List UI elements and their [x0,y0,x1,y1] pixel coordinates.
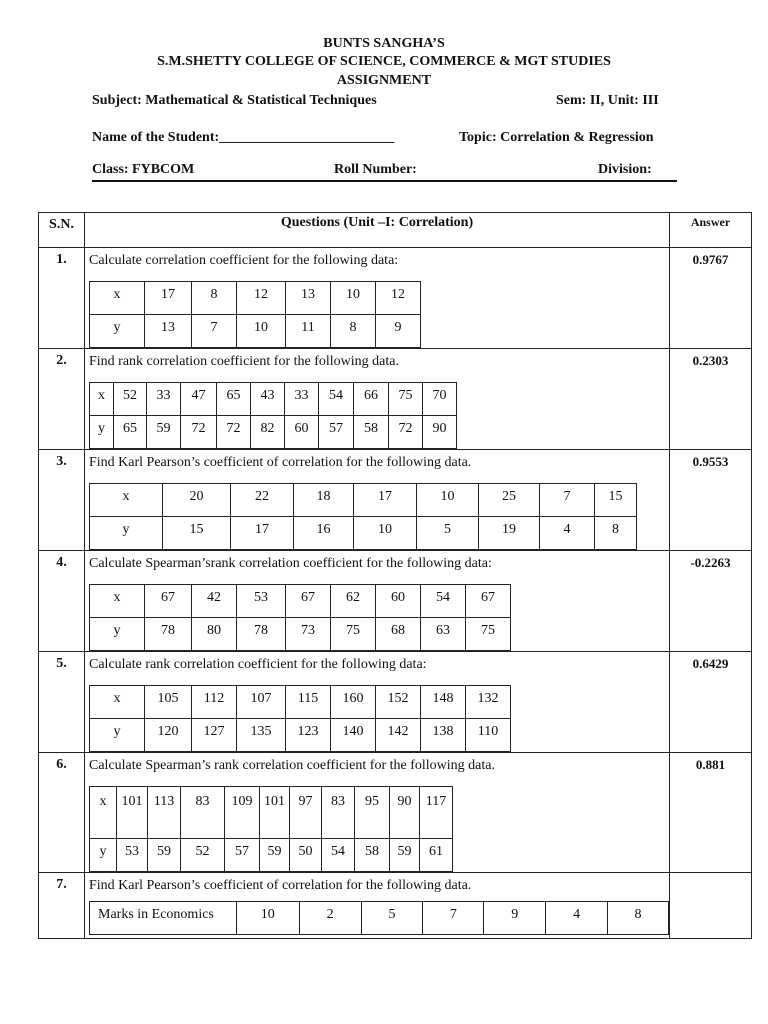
data-cell: 52 [181,839,225,872]
data-cell: 59 [148,839,181,872]
semester-unit: Sem: II, Unit: III [556,93,659,108]
header-rule [92,180,677,182]
data-cell: x [90,282,145,315]
data-cell: 113 [148,787,181,839]
data-cell: 72 [217,416,251,449]
data-cell: 70 [423,383,457,416]
questions-table [38,212,752,939]
data-cell: 59 [390,839,420,872]
question-text: Find Karl Pearson’s coefficient of correlation for the following data. [89,878,472,893]
data-cell: 110 [466,719,511,752]
data-cell: 78 [237,618,286,651]
org-name: BUNTS SANGHA’S [323,36,445,51]
data-cell: x [90,484,163,517]
data-row-y [90,517,637,550]
data-cell: 22 [231,484,294,517]
data-cell: y [90,416,114,449]
data-cell: 9 [484,902,546,935]
data-cell: 142 [376,719,421,752]
data-cell: 4 [540,517,595,550]
data-cell: 8 [608,902,669,935]
data-cell: y [90,618,145,651]
data-cell: 54 [421,585,466,618]
division: Division: [598,162,652,177]
data-cell: x [90,686,145,719]
data-cell: 15 [163,517,231,550]
data-cell: 57 [225,839,260,872]
data-cell: 112 [192,686,237,719]
college-name: S.M.SHETTY COLLEGE OF SCIENCE, COMMERCE & MGT STUDIES [157,54,611,69]
data-cell: 59 [260,839,290,872]
answer: 0.6429 [670,652,752,753]
data-table-3 [89,483,637,550]
data-cell: 8 [331,315,376,348]
answer: 0.9767 [670,248,752,349]
data-cell: 123 [286,719,331,752]
data-cell: 95 [355,787,390,839]
question-number: 3. [39,450,85,551]
data-cell: 59 [147,416,181,449]
data-cell: y [90,517,163,550]
question-number: 2. [39,349,85,450]
data-cell: 2 [299,902,361,935]
data-cell: 80 [192,618,237,651]
data-cell: x [90,787,117,839]
data-cell: 58 [355,839,390,872]
topic: Topic: Correlation & Regression [459,130,654,145]
data-cell: 10 [331,282,376,315]
data-cell: Marks in Economics [90,902,237,935]
data-cell: 109 [225,787,260,839]
data-cell: 138 [421,719,466,752]
data-cell: 78 [145,618,192,651]
data-cell: 127 [192,719,237,752]
data-cell: 115 [286,686,331,719]
data-cell: 65 [114,416,147,449]
data-cell: 10 [354,517,417,550]
data-cell: 13 [145,315,192,348]
data-cell: 120 [145,719,192,752]
data-cell: 11 [286,315,331,348]
data-cell: 18 [294,484,354,517]
data-cell: 47 [181,383,217,416]
question-text: Calculate correlation coefficient for the following data: [89,253,399,268]
data-row-x [90,383,457,416]
data-cell: 82 [251,416,285,449]
data-row-x [90,787,453,839]
roll-number: Roll Number: [334,162,417,177]
data-row-y [90,315,421,348]
question-row-7 [39,873,752,939]
data-table-5 [89,685,511,752]
data-cell: 10 [236,902,299,935]
data-cell: 13 [286,282,331,315]
data-cell: y [90,315,145,348]
document-type: ASSIGNMENT [336,73,432,88]
data-cell: 101 [260,787,290,839]
data-cell: 90 [423,416,457,449]
answer: 0.881 [670,753,752,873]
question-text: Calculate Spearman’s rank correlation coefficient for the following data. [89,758,495,773]
data-cell: 107 [237,686,286,719]
data-row-x [90,585,511,618]
data-cell: x [90,383,114,416]
data-cell: 97 [290,787,322,839]
data-cell: 5 [417,517,479,550]
question-row-5 [39,652,752,753]
data-cell: 5 [361,902,423,935]
subject: Subject: Mathematical & Statistical Techniques [92,93,377,108]
data-cell: 19 [479,517,540,550]
data-table-4 [89,584,511,651]
answer: 0.9553 [670,450,752,551]
data-cell: 12 [376,282,421,315]
data-cell: 68 [376,618,421,651]
data-cell: 7 [540,484,595,517]
question-number: 4. [39,551,85,652]
student-name-field: Name of the Student:_________________________ [92,130,395,145]
data-cell: 160 [331,686,376,719]
data-cell: 67 [466,585,511,618]
question-text: Calculate rank correlation coefficient for the following data: [89,657,427,672]
data-cell: 66 [354,383,389,416]
data-cell: 61 [420,839,453,872]
data-cell: 67 [145,585,192,618]
data-cell: 83 [322,787,355,839]
data-cell: 50 [290,839,322,872]
answer [670,873,752,939]
data-cell: 75 [389,383,423,416]
data-cell: 10 [237,315,286,348]
data-cell: 17 [354,484,417,517]
data-cell: 12 [237,282,286,315]
data-cell: 135 [237,719,286,752]
data-cell: 67 [286,585,331,618]
data-cell: 83 [181,787,225,839]
data-row-y [90,719,511,752]
data-row-x [90,686,511,719]
data-cell: 20 [163,484,231,517]
data-cell: 8 [192,282,237,315]
data-cell: 148 [421,686,466,719]
data-table-2 [89,382,457,449]
data-cell: 63 [421,618,466,651]
data-cell: y [90,719,145,752]
data-cell: 75 [331,618,376,651]
question-number: 1. [39,248,85,349]
question-row-3 [39,450,752,551]
data-cell: 43 [251,383,285,416]
class: Class: FYBCOM [92,162,195,177]
data-cell: x [90,585,145,618]
data-cell: 72 [181,416,217,449]
data-cell: 33 [147,383,181,416]
data-row-economics [90,902,669,935]
data-row-x [90,484,637,517]
data-cell: 90 [390,787,420,839]
data-cell: 42 [192,585,237,618]
data-cell: 54 [322,839,355,872]
data-cell: 53 [117,839,148,872]
data-cell: 17 [231,517,294,550]
table-header-row [39,213,752,248]
data-cell: 25 [479,484,540,517]
data-cell: 152 [376,686,421,719]
data-cell: 17 [145,282,192,315]
data-table-1 [89,281,421,348]
data-cell: 132 [466,686,511,719]
data-cell: 62 [331,585,376,618]
data-cell: 7 [192,315,237,348]
data-cell: 60 [285,416,319,449]
data-cell: 65 [217,383,251,416]
sn-header: S.N. [39,213,85,248]
data-cell: 10 [417,484,479,517]
data-cell: 9 [376,315,421,348]
data-table-6 [89,786,453,872]
question-row-2 [39,349,752,450]
data-table-7 [89,901,669,935]
data-cell: 75 [466,618,511,651]
data-cell: 60 [376,585,421,618]
data-cell: 105 [145,686,192,719]
data-cell: 53 [237,585,286,618]
data-cell: 54 [319,383,354,416]
data-cell: 140 [331,719,376,752]
question-text: Find rank correlation coefficient for the following data. [89,354,399,369]
question-row-1 [39,248,752,349]
data-cell: 15 [595,484,637,517]
answer: 0.2303 [670,349,752,450]
data-cell: 72 [389,416,423,449]
answer: -0.2263 [670,551,752,652]
answer-header: Answer [670,213,752,248]
data-cell: 33 [285,383,319,416]
data-row-y [90,416,457,449]
data-cell: 7 [423,902,484,935]
question-number: 6. [39,753,85,873]
data-cell: 52 [114,383,147,416]
data-row-x [90,282,421,315]
data-cell: 4 [546,902,608,935]
question-row-4 [39,551,752,652]
questions-header: Questions (Unit –I: Correlation) [85,213,670,248]
question-number: 5. [39,652,85,753]
data-cell: 117 [420,787,453,839]
data-cell: 16 [294,517,354,550]
data-cell: 58 [354,416,389,449]
data-cell: y [90,839,117,872]
question-number: 7. [39,873,85,939]
question-text: Calculate Spearman’srank correlation coefficient for the following data: [89,556,492,571]
data-row-y [90,839,453,872]
data-cell: 57 [319,416,354,449]
data-cell: 8 [595,517,637,550]
data-row-y [90,618,511,651]
data-cell: 101 [117,787,148,839]
question-row-6 [39,753,752,873]
data-cell: 73 [286,618,331,651]
question-text: Find Karl Pearson’s coefficient of correlation for the following data. [89,455,472,470]
